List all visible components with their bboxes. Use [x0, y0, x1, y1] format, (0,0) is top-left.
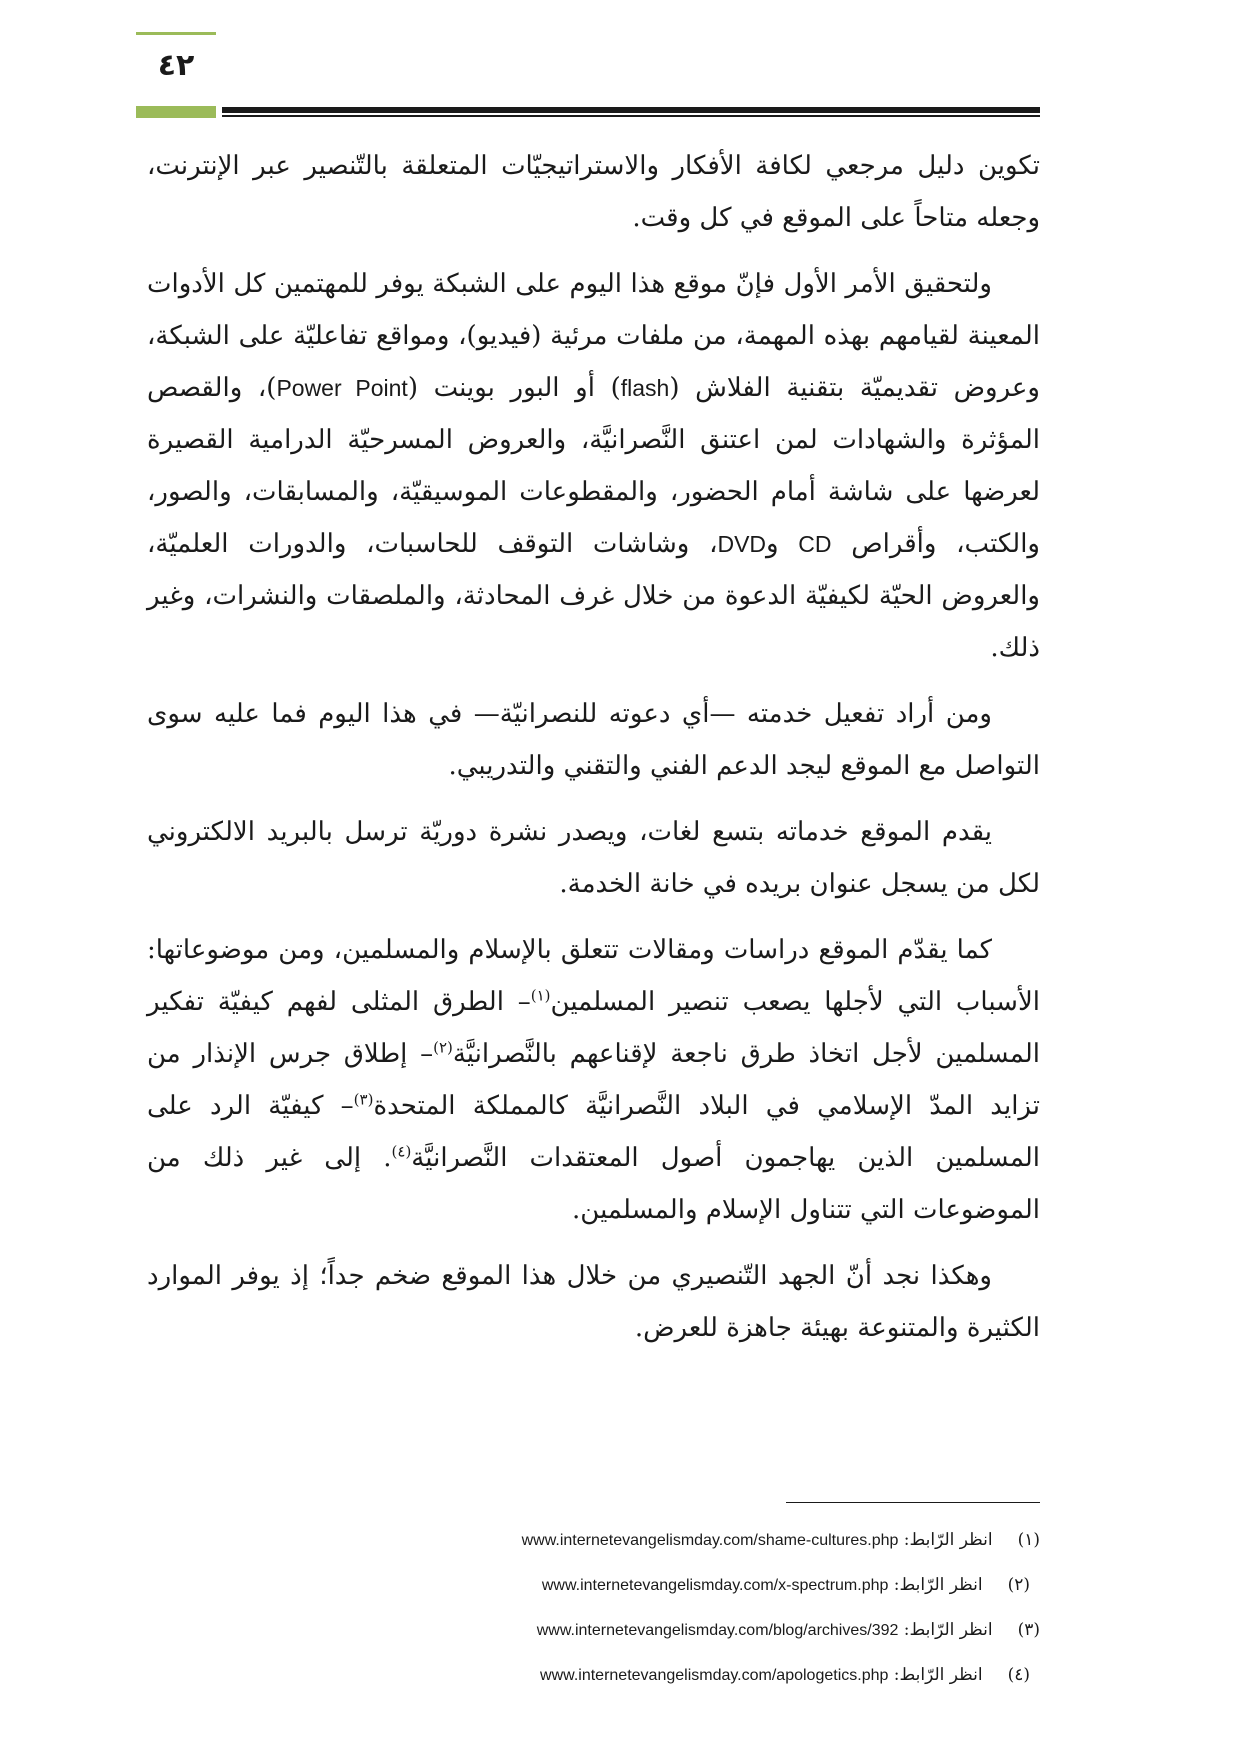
footnote-link[interactable]: www.internetevangelismday.com/x-spectrum.php	[541, 1577, 889, 1594]
paragraph-4: يقدم الموقع خدماته بتسع لغات، ويصدر نشرة دوريّة ترسل بالبريد الالكتروني لكل من يسجل عنوان بريده في خانة الخدمة.	[147, 817, 1040, 899]
page-number: ٤٢	[157, 48, 195, 83]
footnote-ref-3[interactable]: (٣)	[353, 1090, 374, 1109]
footnote-number: (١)	[1017, 1530, 1040, 1550]
paragraph-6: وهكذا نجد أنّ الجهد التّنصيري من خلال هذا الموقع ضخم جداً؛ إذ يوفر الموارد الكثيرة والمتنوعة بهيئة جاهزة للعرض.	[147, 1261, 1040, 1343]
footnote-link[interactable]: www.internetevangelismday.com/apologetics.php	[540, 1667, 889, 1684]
header-rule-thin	[222, 115, 1040, 117]
footnote-number: (٣)	[1017, 1620, 1040, 1640]
footnote-separator	[786, 1502, 1040, 1503]
header-rule	[222, 107, 1040, 113]
footnote-label: انظر الرّابط:	[903, 1530, 993, 1550]
body-text	[147, 140, 1040, 1368]
paragraph-5: كما يقدّم الموقع دراسات ومقالات تتعلق بالإسلام والمسلمين، ومن موضوعاتها: الأسباب التي لأجلها يصعب تنصير المسلمين$^{(١)}$– الطرق المثلى لفهم كيفيّة تفكير المسلمين لأجل اتخاذ طرق ناجعة لإقناعهم بالنَّصرانيَّة$^{(٢)}$– إطلاق جرس الإنذار من تزايد المدّ الإسلامي في البلاد النَّصرانيَّة كالمملكة المتحدة$^{(٣)}$– كيفيّة الرد على المسلمين الذين يهاجمون أصول المعتقدات النَّصرانيَّة$^{(٤)}$. إلى غير ذلك من الموضوعات التي تتناول الإسلام والمسلمين.	[147, 935, 1040, 1225]
page-number-accent-top	[136, 32, 216, 35]
dvd-term: DVD	[717, 531, 767, 557]
footnote-link[interactable]: www.internetevangelismday.com/shame-cultures.php	[521, 1532, 899, 1549]
footnote-ref-4[interactable]: (٤)	[391, 1142, 412, 1161]
footnote-1	[147, 1518, 1040, 1563]
footnote-4	[147, 1653, 1040, 1698]
page-number-accent-bottom	[136, 106, 216, 118]
flash-term: flash	[620, 375, 670, 401]
footnote-label: انظر الرّابط:	[903, 1620, 993, 1640]
footnote-2	[147, 1563, 1040, 1608]
footnote-ref-1[interactable]: (١)	[530, 986, 551, 1005]
footnote-label: انظر الرّابط:	[893, 1575, 983, 1595]
footnote-label: انظر الرّابط:	[893, 1665, 983, 1685]
footnote-number: (٢)	[1007, 1575, 1030, 1595]
paragraph-2: ولتحقيق الأمر الأول فإنّ موقع هذا اليوم على الشبكة يوفر للمهتمين كل الأدوات المعينة لقيامهم بهذه المهمة، من ملفات مرئية (فيديو)، ومواقع تفاعليّة على الشبكة، وعروض تقديميّة بتقنية الفلاش (flash) أو البور بوينت (Power Point)، والقصص المؤثرة والشهادات لمن اعتنق النَّصرانيَّة، والعروض المسرحيّة الدرامية القصيرة لعرضها على شاشة أمام الحضور، والمقطوعات الموسيقيّة، والمسابقات، والصور، والكتب، وأقراص CD وDVD، وشاشات التوقف للحاسبات، والدورات العلميّة، والعروض الحيّة لكيفيّة الدعوة من خلال غرف المحادثة، والملصقات والنشرات، وغير ذلك.	[147, 269, 1040, 663]
paragraph-3: ومن أراد تفعيل خدمته —أي دعوته للنصرانيّة— في هذا اليوم فما عليه سوى التواصل مع الموقع ليجد الدعم الفني والتقني والتدريبي.	[147, 699, 1040, 781]
footnote-link[interactable]: www.internetevangelismday.com/blog/archives/392	[536, 1622, 899, 1639]
footnote-ref-2[interactable]: (٢)	[433, 1038, 453, 1057]
cd-term: CD	[798, 531, 832, 557]
footnotes	[147, 1518, 1040, 1698]
footnote-number: (٤)	[1007, 1665, 1030, 1685]
paragraph-1: تكوين دليل مرجعي لكافة الأفكار والاستراتيجيّات المتعلقة بالتّنصير عبر الإنترنت، وجعله متاحاً على الموقع في كل وقت.	[147, 151, 1040, 233]
footnote-3	[147, 1608, 1040, 1653]
power-point-term: Power Point	[276, 375, 408, 401]
